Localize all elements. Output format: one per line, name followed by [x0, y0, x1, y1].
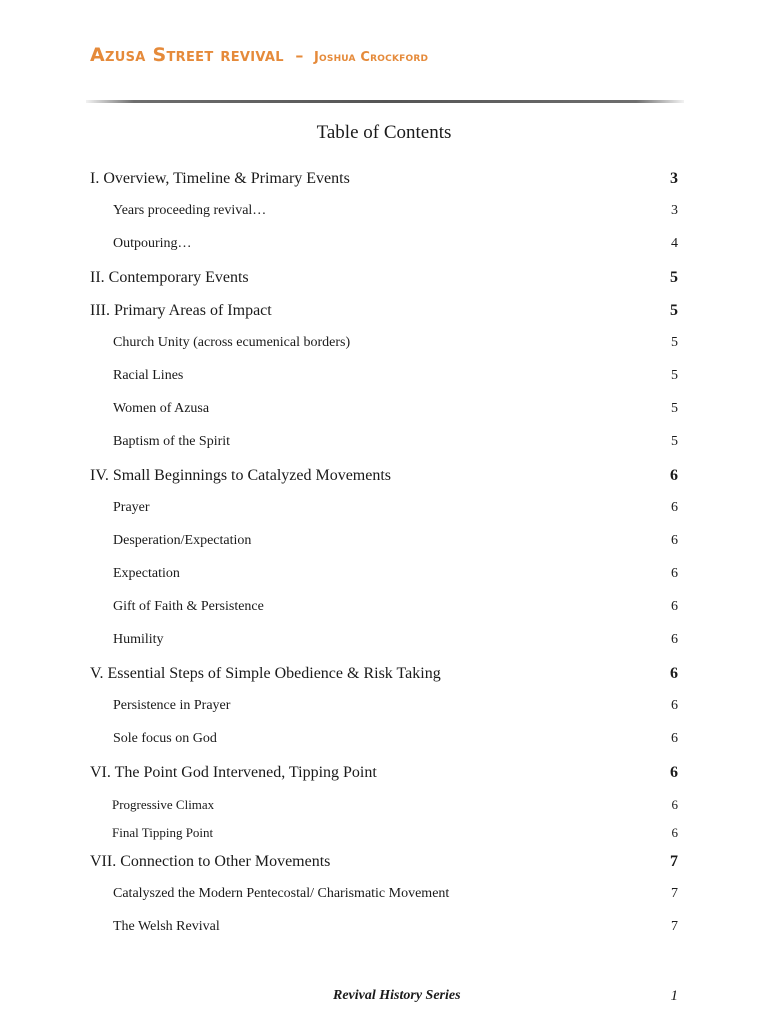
toc-entry-label: III. Primary Areas of Impact	[90, 302, 272, 319]
toc-entry-page: 5	[671, 368, 678, 383]
toc-entry-page: 6	[670, 467, 678, 484]
toc-section-entry[interactable]	[90, 853, 678, 886]
toc-entry-label: II. Contemporary Events	[90, 269, 249, 286]
footer-series-title: Revival History Series	[333, 988, 461, 1003]
toc-entry-label: Church Unity (across ecumenical borders)	[113, 335, 351, 350]
toc-subsection-entry[interactable]	[90, 533, 678, 566]
toc-subsection-entry[interactable]	[90, 335, 678, 368]
toc-entry-label: Years proceeding revival…	[113, 203, 267, 218]
toc-entry-label: Baptism of the Spirit	[113, 434, 231, 449]
toc-entry-page: 6	[671, 533, 678, 548]
toc-entry-page: 6	[670, 665, 678, 682]
toc-entry-page: 4	[671, 236, 678, 251]
toc-entry-label: The Welsh Revival	[113, 919, 220, 934]
toc-subsection-entry[interactable]	[90, 401, 678, 434]
toc-entry-page: 6	[671, 698, 678, 713]
toc-entry-label: Catalyszed the Modern Pentecostal/ Charismatic Movement	[113, 886, 450, 901]
toc-subsection-entry[interactable]	[90, 236, 678, 269]
toc-entry-label: Women of Azusa	[113, 401, 210, 416]
toc-entry-page: 7	[671, 919, 678, 934]
toc-entry-page: 3	[670, 170, 678, 187]
toc-entry-page: 5	[671, 335, 678, 350]
toc-entry-page: 6	[671, 500, 678, 515]
toc-entry-label: Progressive Climax	[112, 797, 215, 812]
toc-subsection-entry[interactable]	[90, 500, 678, 533]
toc-entry-page: 6	[671, 797, 678, 812]
toc-entry-label: Final Tipping Point	[112, 825, 214, 840]
header-divider	[86, 100, 684, 103]
toc-entry-label: Prayer	[113, 500, 150, 515]
toc-entry-label: Humility	[113, 632, 164, 647]
toc-subsection-entry[interactable]	[90, 886, 678, 919]
page-footer	[0, 988, 768, 1008]
toc-section-entry[interactable]	[90, 302, 678, 335]
document-author: Joshua Crockford	[314, 50, 429, 65]
toc-subsection-entry[interactable]	[90, 599, 678, 632]
toc-entry-page: 6	[671, 632, 678, 647]
toc-section-entry[interactable]	[90, 467, 678, 500]
toc-entry-label: Racial Lines	[113, 368, 184, 383]
toc-entry-label: Outpouring…	[113, 236, 192, 251]
toc-subsection-entry[interactable]	[90, 825, 678, 853]
toc-subsection-entry[interactable]	[90, 434, 678, 467]
toc-entry-label: VI. The Point God Intervened, Tipping Point	[90, 764, 377, 781]
toc-entry-label: V. Essential Steps of Simple Obedience & Risk Taking	[90, 665, 441, 682]
toc-section-entry[interactable]	[90, 764, 678, 797]
table-of-contents	[90, 170, 678, 952]
header-separator: –	[295, 46, 304, 65]
toc-entry-label: IV. Small Beginnings to Catalyzed Movements	[90, 467, 392, 484]
toc-entry-page: 6	[671, 825, 678, 840]
toc-entry-page: 6	[671, 566, 678, 581]
toc-entry-label: Gift of Faith & Persistence	[113, 599, 264, 614]
toc-entry-label: VII. Connection to Other Movements	[90, 853, 331, 870]
toc-entry-page: 6	[670, 764, 678, 781]
toc-entry-page: 5	[671, 401, 678, 416]
toc-entry-label: Desperation/Expectation	[113, 533, 252, 548]
document-title: Azusa Street revival	[90, 44, 284, 66]
toc-entry-page: 5	[670, 269, 678, 286]
toc-subsection-entry[interactable]	[90, 919, 678, 952]
toc-subsection-entry[interactable]	[90, 566, 678, 599]
toc-entry-page: 6	[671, 731, 678, 746]
footer-page-number: 1	[670, 988, 678, 1004]
toc-entry-page: 6	[671, 599, 678, 614]
toc-entry-page: 7	[670, 853, 678, 870]
toc-section-entry[interactable]	[90, 170, 678, 203]
toc-section-entry[interactable]	[90, 269, 678, 302]
toc-subsection-entry[interactable]	[90, 368, 678, 401]
toc-entry-label: Sole focus on God	[113, 731, 217, 746]
toc-section-entry[interactable]	[90, 665, 678, 698]
toc-entry-page: 3	[671, 203, 678, 218]
toc-subsection-entry[interactable]	[90, 203, 678, 236]
toc-subsection-entry[interactable]	[90, 797, 678, 825]
toc-entry-page: 5	[671, 434, 678, 449]
toc-subsection-entry[interactable]	[90, 698, 678, 731]
toc-heading: Table of Contents	[316, 122, 452, 143]
toc-subsection-entry[interactable]	[90, 632, 678, 665]
toc-entry-label: Expectation	[113, 566, 180, 581]
toc-entry-label: I. Overview, Timeline & Primary Events	[90, 170, 350, 187]
document-header	[90, 44, 428, 66]
toc-entry-page: 7	[671, 886, 678, 901]
toc-entry-page: 5	[670, 302, 678, 319]
toc-entry-label: Persistence in Prayer	[113, 698, 231, 713]
toc-subsection-entry[interactable]	[90, 731, 678, 764]
